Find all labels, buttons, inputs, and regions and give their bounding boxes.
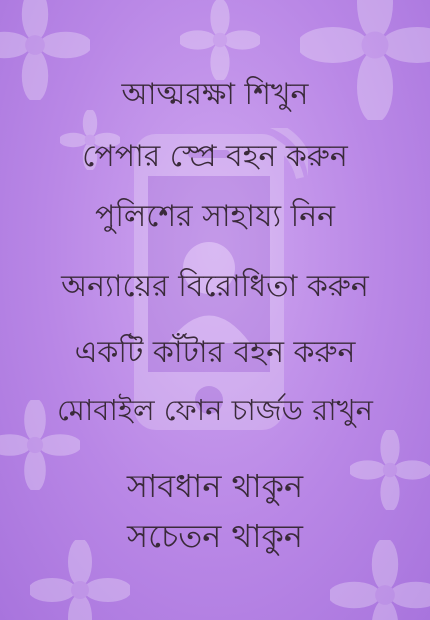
- tip-line: আত্মরক্ষা শিখুন: [121, 77, 309, 112]
- footer-line-1: সাবধান থাকুন: [126, 467, 304, 505]
- footer-line-2: সচেতন থাকুন: [126, 517, 304, 555]
- tip-line: মোবাইল ফোন চার্জড রাখুন: [57, 393, 373, 427]
- tip-line: পুলিশের সাহায্য নিন: [94, 199, 336, 234]
- tip-line: পেপার স্প্রে বহন করুন: [82, 139, 348, 174]
- tip-line: একটি কাঁটার বহন করুন: [74, 335, 356, 370]
- tip-line: অন্যায়ের বিরোধিতা করুন: [61, 269, 369, 304]
